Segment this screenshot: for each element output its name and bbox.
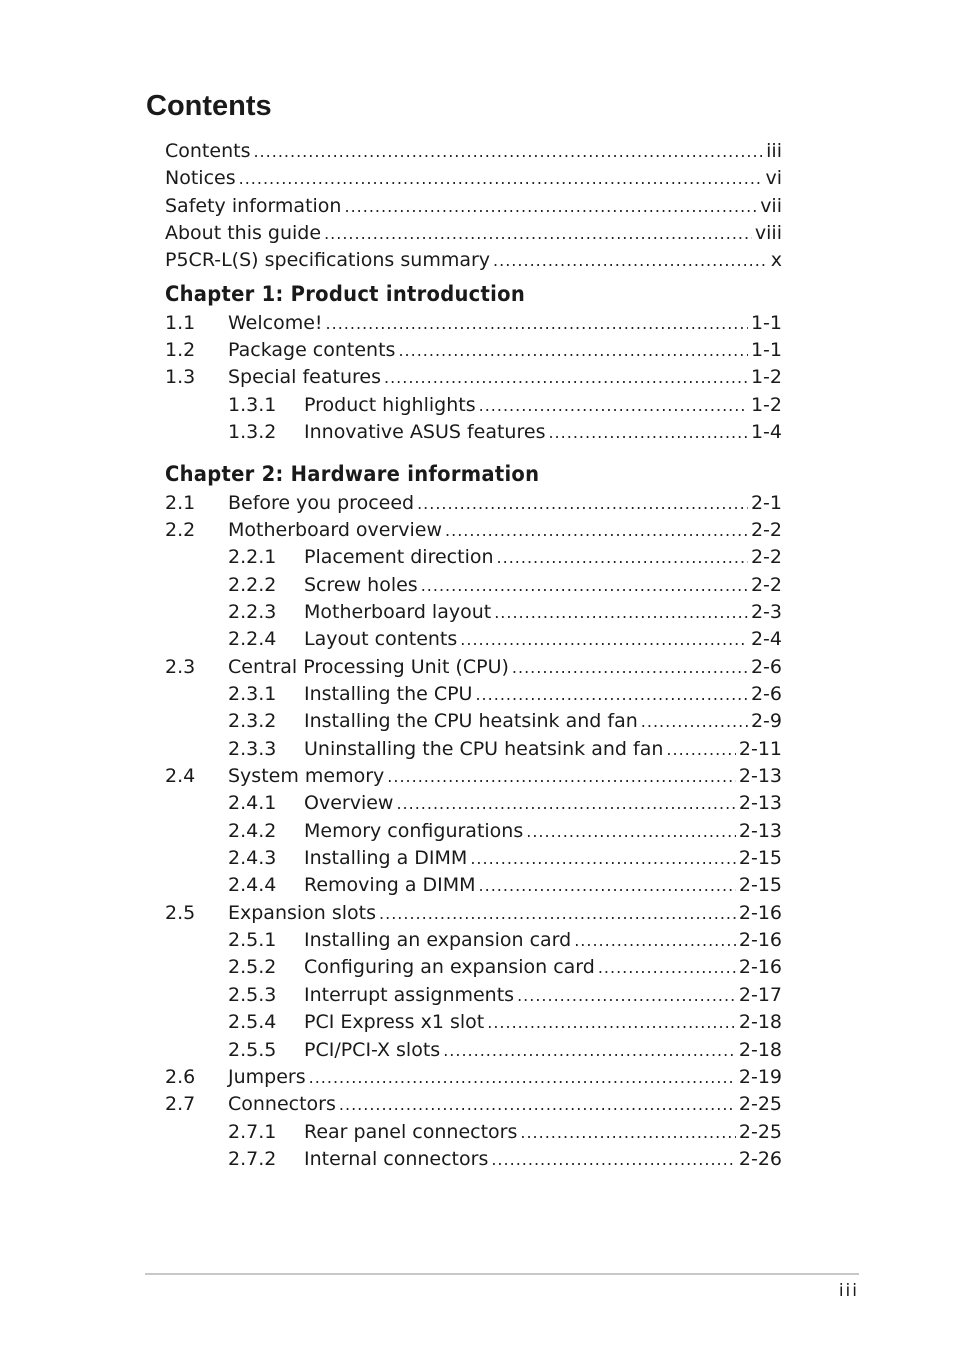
dot-leader bbox=[574, 927, 736, 954]
toc-entry-label: Contents bbox=[165, 140, 251, 162]
toc-entry-page: 2-6 bbox=[750, 655, 782, 678]
toc-entry-number: 2.4.3 bbox=[228, 847, 277, 870]
dot-leader bbox=[512, 654, 748, 681]
toc-entry-page: viii bbox=[754, 222, 782, 245]
toc-entry-label: Screw holes bbox=[304, 573, 418, 596]
dot-leader bbox=[387, 763, 736, 790]
toc-entry-label: Jumpers bbox=[228, 1065, 306, 1088]
dot-leader bbox=[479, 392, 748, 419]
toc-front-entry[interactable] bbox=[165, 193, 782, 220]
toc-entry-label: Expansion slots bbox=[228, 901, 377, 924]
toc-entry-label: P5CR-L(S) specifications summary bbox=[165, 249, 491, 272]
toc-entry-number: 1.1 bbox=[165, 311, 196, 334]
toc-entry-page: 1-1 bbox=[750, 311, 782, 334]
toc-entry-number: 2.4.4 bbox=[228, 874, 277, 897]
toc-section-entry[interactable] bbox=[165, 337, 782, 364]
toc-entry-number: 2.2.4 bbox=[228, 628, 277, 651]
toc-section-entry[interactable] bbox=[165, 310, 782, 337]
toc-entry-number: 2.2.3 bbox=[228, 600, 277, 623]
toc-entry-number: 2.5.4 bbox=[228, 1011, 277, 1034]
dot-leader bbox=[445, 517, 748, 544]
toc-entry-page: 2-26 bbox=[738, 1147, 782, 1170]
toc-subsection-entry[interactable] bbox=[165, 982, 782, 1009]
toc-entry-label: Configuring an expansion card bbox=[304, 956, 595, 979]
toc-entry-page: 2-2 bbox=[750, 546, 782, 569]
toc-subsection-entry[interactable] bbox=[165, 845, 782, 872]
toc-entry-label: Package contents bbox=[228, 339, 396, 362]
toc-entry-label: Placement direction bbox=[304, 546, 494, 569]
dot-leader bbox=[239, 165, 763, 192]
toc-entry-label: About this guide bbox=[165, 222, 322, 245]
toc-section-entry[interactable] bbox=[165, 517, 782, 544]
dot-leader bbox=[417, 490, 748, 517]
toc-entry-page: 2-13 bbox=[738, 819, 782, 842]
toc-subsection-entry[interactable] bbox=[165, 626, 782, 653]
dot-leader bbox=[470, 845, 736, 872]
toc-entry-page: 2-3 bbox=[750, 600, 782, 623]
toc-entry-label: Connectors bbox=[228, 1093, 336, 1116]
toc-entry-page: 2-18 bbox=[738, 1038, 782, 1061]
toc-entry-number: 2.6 bbox=[165, 1065, 196, 1088]
toc-entry-label: Layout contents bbox=[304, 628, 458, 651]
toc-subsection-entry[interactable] bbox=[165, 681, 782, 708]
dot-leader bbox=[344, 193, 757, 220]
toc-entry-label: Removing a DIMM bbox=[304, 874, 476, 897]
page-number: iii bbox=[838, 1281, 859, 1301]
dot-leader bbox=[666, 736, 735, 763]
toc-entry-page: 2-15 bbox=[738, 874, 782, 897]
toc-entry-page: 2-13 bbox=[738, 765, 782, 787]
toc-entry-page: 2-25 bbox=[738, 1120, 782, 1143]
toc-entry-label: Memory configurations bbox=[304, 819, 524, 842]
toc-entry-label: Motherboard layout bbox=[304, 600, 492, 623]
dot-leader bbox=[339, 1091, 736, 1118]
toc-entry-number: 2.3.3 bbox=[228, 737, 277, 760]
toc-entry-label: PCI Express x1 slot bbox=[304, 1011, 485, 1034]
toc-entry-label: Central Processing Unit (CPU) bbox=[228, 655, 509, 678]
toc-entry-number: 1.3.2 bbox=[228, 421, 277, 444]
toc-subsection-entry[interactable] bbox=[165, 790, 782, 817]
toc-subsection-entry[interactable] bbox=[165, 599, 782, 626]
toc-section-entry[interactable] bbox=[165, 1091, 782, 1118]
toc-section-entry[interactable] bbox=[165, 364, 782, 391]
toc-entry-page: 1-1 bbox=[750, 339, 782, 362]
dot-leader bbox=[526, 818, 736, 845]
toc-entry-number: 2.2.1 bbox=[228, 546, 277, 569]
toc-entry-page: 1-4 bbox=[750, 421, 782, 444]
toc-entry-page: vii bbox=[760, 194, 782, 217]
toc-entry-page: 2-9 bbox=[750, 710, 782, 733]
toc-entry-number: 1.3.1 bbox=[228, 393, 277, 416]
toc-entry-number: 2.5.5 bbox=[228, 1038, 277, 1061]
toc-entry-page: 2-15 bbox=[738, 847, 782, 870]
toc-section-entry[interactable] bbox=[165, 654, 782, 681]
toc-subsection-entry[interactable] bbox=[165, 954, 782, 981]
toc-entry-page: 2-6 bbox=[750, 682, 782, 705]
toc-front-entry[interactable] bbox=[165, 220, 782, 247]
toc-subsection-entry[interactable] bbox=[165, 392, 782, 419]
dot-leader bbox=[309, 1064, 736, 1091]
toc-section-entry[interactable] bbox=[165, 763, 782, 790]
toc-entry-number: 1.2 bbox=[165, 339, 196, 362]
dot-leader bbox=[479, 872, 736, 899]
toc-entry-label: Innovative ASUS features bbox=[304, 421, 546, 444]
toc-entry-label: Uninstalling the CPU heatsink and fan bbox=[304, 737, 664, 760]
toc-front-entry[interactable] bbox=[165, 247, 782, 274]
toc-subsection-entry[interactable] bbox=[165, 544, 782, 571]
toc-front-entry[interactable] bbox=[165, 165, 782, 192]
toc-entry-page: 2-16 bbox=[738, 956, 782, 979]
toc-section-entry[interactable] bbox=[165, 1064, 782, 1091]
toc-entry-label: Installing the CPU bbox=[304, 682, 473, 705]
toc-entry-page: 2-11 bbox=[738, 737, 782, 760]
toc-entry-label: Installing a DIMM bbox=[304, 847, 468, 870]
toc-entry-page: 2-13 bbox=[738, 792, 782, 815]
toc-entry-label: Motherboard overview bbox=[228, 518, 443, 541]
toc-subsection-entry[interactable] bbox=[165, 572, 782, 599]
toc-entry-label: Overview bbox=[304, 792, 394, 815]
toc-entry-number: 2.5.3 bbox=[228, 983, 277, 1006]
toc-entry-number: 2.4.2 bbox=[228, 819, 277, 842]
toc-entry-label: Interrupt assignments bbox=[304, 983, 515, 1006]
dot-leader bbox=[598, 954, 736, 981]
toc-section-entry[interactable] bbox=[165, 900, 782, 927]
toc-section-entry[interactable] bbox=[165, 490, 782, 517]
dot-leader bbox=[421, 572, 748, 599]
dot-leader bbox=[460, 626, 748, 653]
toc-entry-label: Internal connectors bbox=[304, 1147, 489, 1170]
toc-entry-page: x bbox=[770, 249, 782, 272]
toc-subsection-entry[interactable] bbox=[165, 1037, 782, 1064]
dot-leader bbox=[475, 681, 747, 708]
chapter-heading: Chapter 1: Product introduction bbox=[165, 281, 526, 306]
toc-subsection-entry[interactable] bbox=[165, 872, 782, 899]
toc-entry-number: 2.7.1 bbox=[228, 1120, 277, 1143]
toc-entry-page: 2-16 bbox=[738, 901, 782, 924]
toc-entry-page: 2-19 bbox=[738, 1065, 782, 1088]
dot-leader bbox=[487, 1009, 736, 1036]
toc-entry-number: 2.3 bbox=[165, 655, 196, 678]
toc-entry-page: 1-2 bbox=[750, 393, 782, 416]
dot-leader bbox=[396, 790, 735, 817]
toc-subsection-entry[interactable] bbox=[165, 1146, 782, 1173]
toc-entry-label: Installing the CPU heatsink and fan bbox=[304, 710, 638, 733]
dot-leader bbox=[384, 364, 748, 391]
toc-entry-number: 2.3.1 bbox=[228, 682, 277, 705]
toc-entry-label: Notices bbox=[165, 167, 236, 190]
dot-leader bbox=[494, 599, 748, 626]
toc-entry-page: 2-2 bbox=[750, 518, 782, 541]
toc-entry-label: PCI/PCI-X slots bbox=[304, 1038, 441, 1061]
dot-leader bbox=[398, 337, 748, 364]
toc-entry-label: Special features bbox=[228, 366, 381, 389]
toc-subsection-entry[interactable] bbox=[165, 736, 782, 763]
dot-leader bbox=[253, 138, 763, 165]
toc-entry-number: 2.2.2 bbox=[228, 573, 277, 596]
dot-leader bbox=[517, 982, 736, 1009]
page-title: Contents bbox=[146, 90, 272, 122]
toc-entry-page: 1-2 bbox=[750, 366, 782, 389]
toc-entry-number: 2.5 bbox=[165, 901, 196, 924]
dot-leader bbox=[324, 220, 752, 247]
toc-entry-page: 2-4 bbox=[750, 628, 782, 651]
dot-leader bbox=[326, 310, 748, 337]
toc-entry-number: 2.5.2 bbox=[228, 956, 277, 979]
toc-subsection-entry[interactable] bbox=[165, 1009, 782, 1036]
toc-entry-page: 2-17 bbox=[738, 983, 782, 1006]
chapter-heading: Chapter 2: Hardware information bbox=[165, 461, 540, 486]
toc-entry-number: 2.3.2 bbox=[228, 710, 277, 733]
dot-leader bbox=[641, 708, 748, 735]
toc-entry-number: 2.7 bbox=[165, 1093, 196, 1116]
toc-entry-label: System memory bbox=[228, 765, 385, 787]
toc-entry-number: 2.2 bbox=[165, 518, 196, 541]
toc-entry-page: 2-25 bbox=[738, 1093, 782, 1116]
toc-entry-page: 2-1 bbox=[750, 491, 782, 514]
toc-entry-number: 2.7.2 bbox=[228, 1147, 277, 1170]
toc-entry-label: Safety information bbox=[165, 194, 342, 217]
dot-leader bbox=[443, 1037, 736, 1064]
dot-leader bbox=[379, 900, 736, 927]
toc-entry-number: 2.1 bbox=[165, 491, 196, 514]
toc-subsection-entry[interactable] bbox=[165, 927, 782, 954]
dot-leader bbox=[520, 1119, 736, 1146]
toc-subsection-entry[interactable] bbox=[165, 419, 782, 446]
toc-subsection-entry[interactable] bbox=[165, 1119, 782, 1146]
dot-leader bbox=[491, 1146, 736, 1173]
toc-entry-number: 2.4.1 bbox=[228, 792, 277, 815]
toc-entry-number: 2.4 bbox=[165, 765, 196, 787]
dot-leader bbox=[493, 247, 768, 274]
toc-entry-label: Welcome! bbox=[228, 311, 323, 334]
toc-entry-label: Rear panel connectors bbox=[304, 1120, 518, 1143]
dot-leader bbox=[497, 544, 748, 571]
toc-entry-label: Installing an expansion card bbox=[304, 929, 572, 952]
toc-entry-label: Product highlights bbox=[304, 393, 476, 416]
toc-entry-page: vi bbox=[765, 167, 782, 190]
toc-entry-page: 2-16 bbox=[738, 929, 782, 952]
toc-entry-page: 2-18 bbox=[738, 1011, 782, 1034]
toc-subsection-entry[interactable] bbox=[165, 708, 782, 735]
toc-subsection-entry[interactable] bbox=[165, 818, 782, 845]
toc-entry-page: iii bbox=[766, 140, 782, 162]
toc-entry-number: 1.3 bbox=[165, 366, 196, 389]
dot-leader bbox=[548, 419, 747, 446]
footer-divider bbox=[145, 1273, 859, 1275]
toc-front-entry[interactable] bbox=[165, 138, 782, 165]
toc-entry-label: Before you proceed bbox=[228, 491, 415, 514]
toc-entry-number: 2.5.1 bbox=[228, 929, 277, 952]
toc-entry-page: 2-2 bbox=[750, 573, 782, 596]
